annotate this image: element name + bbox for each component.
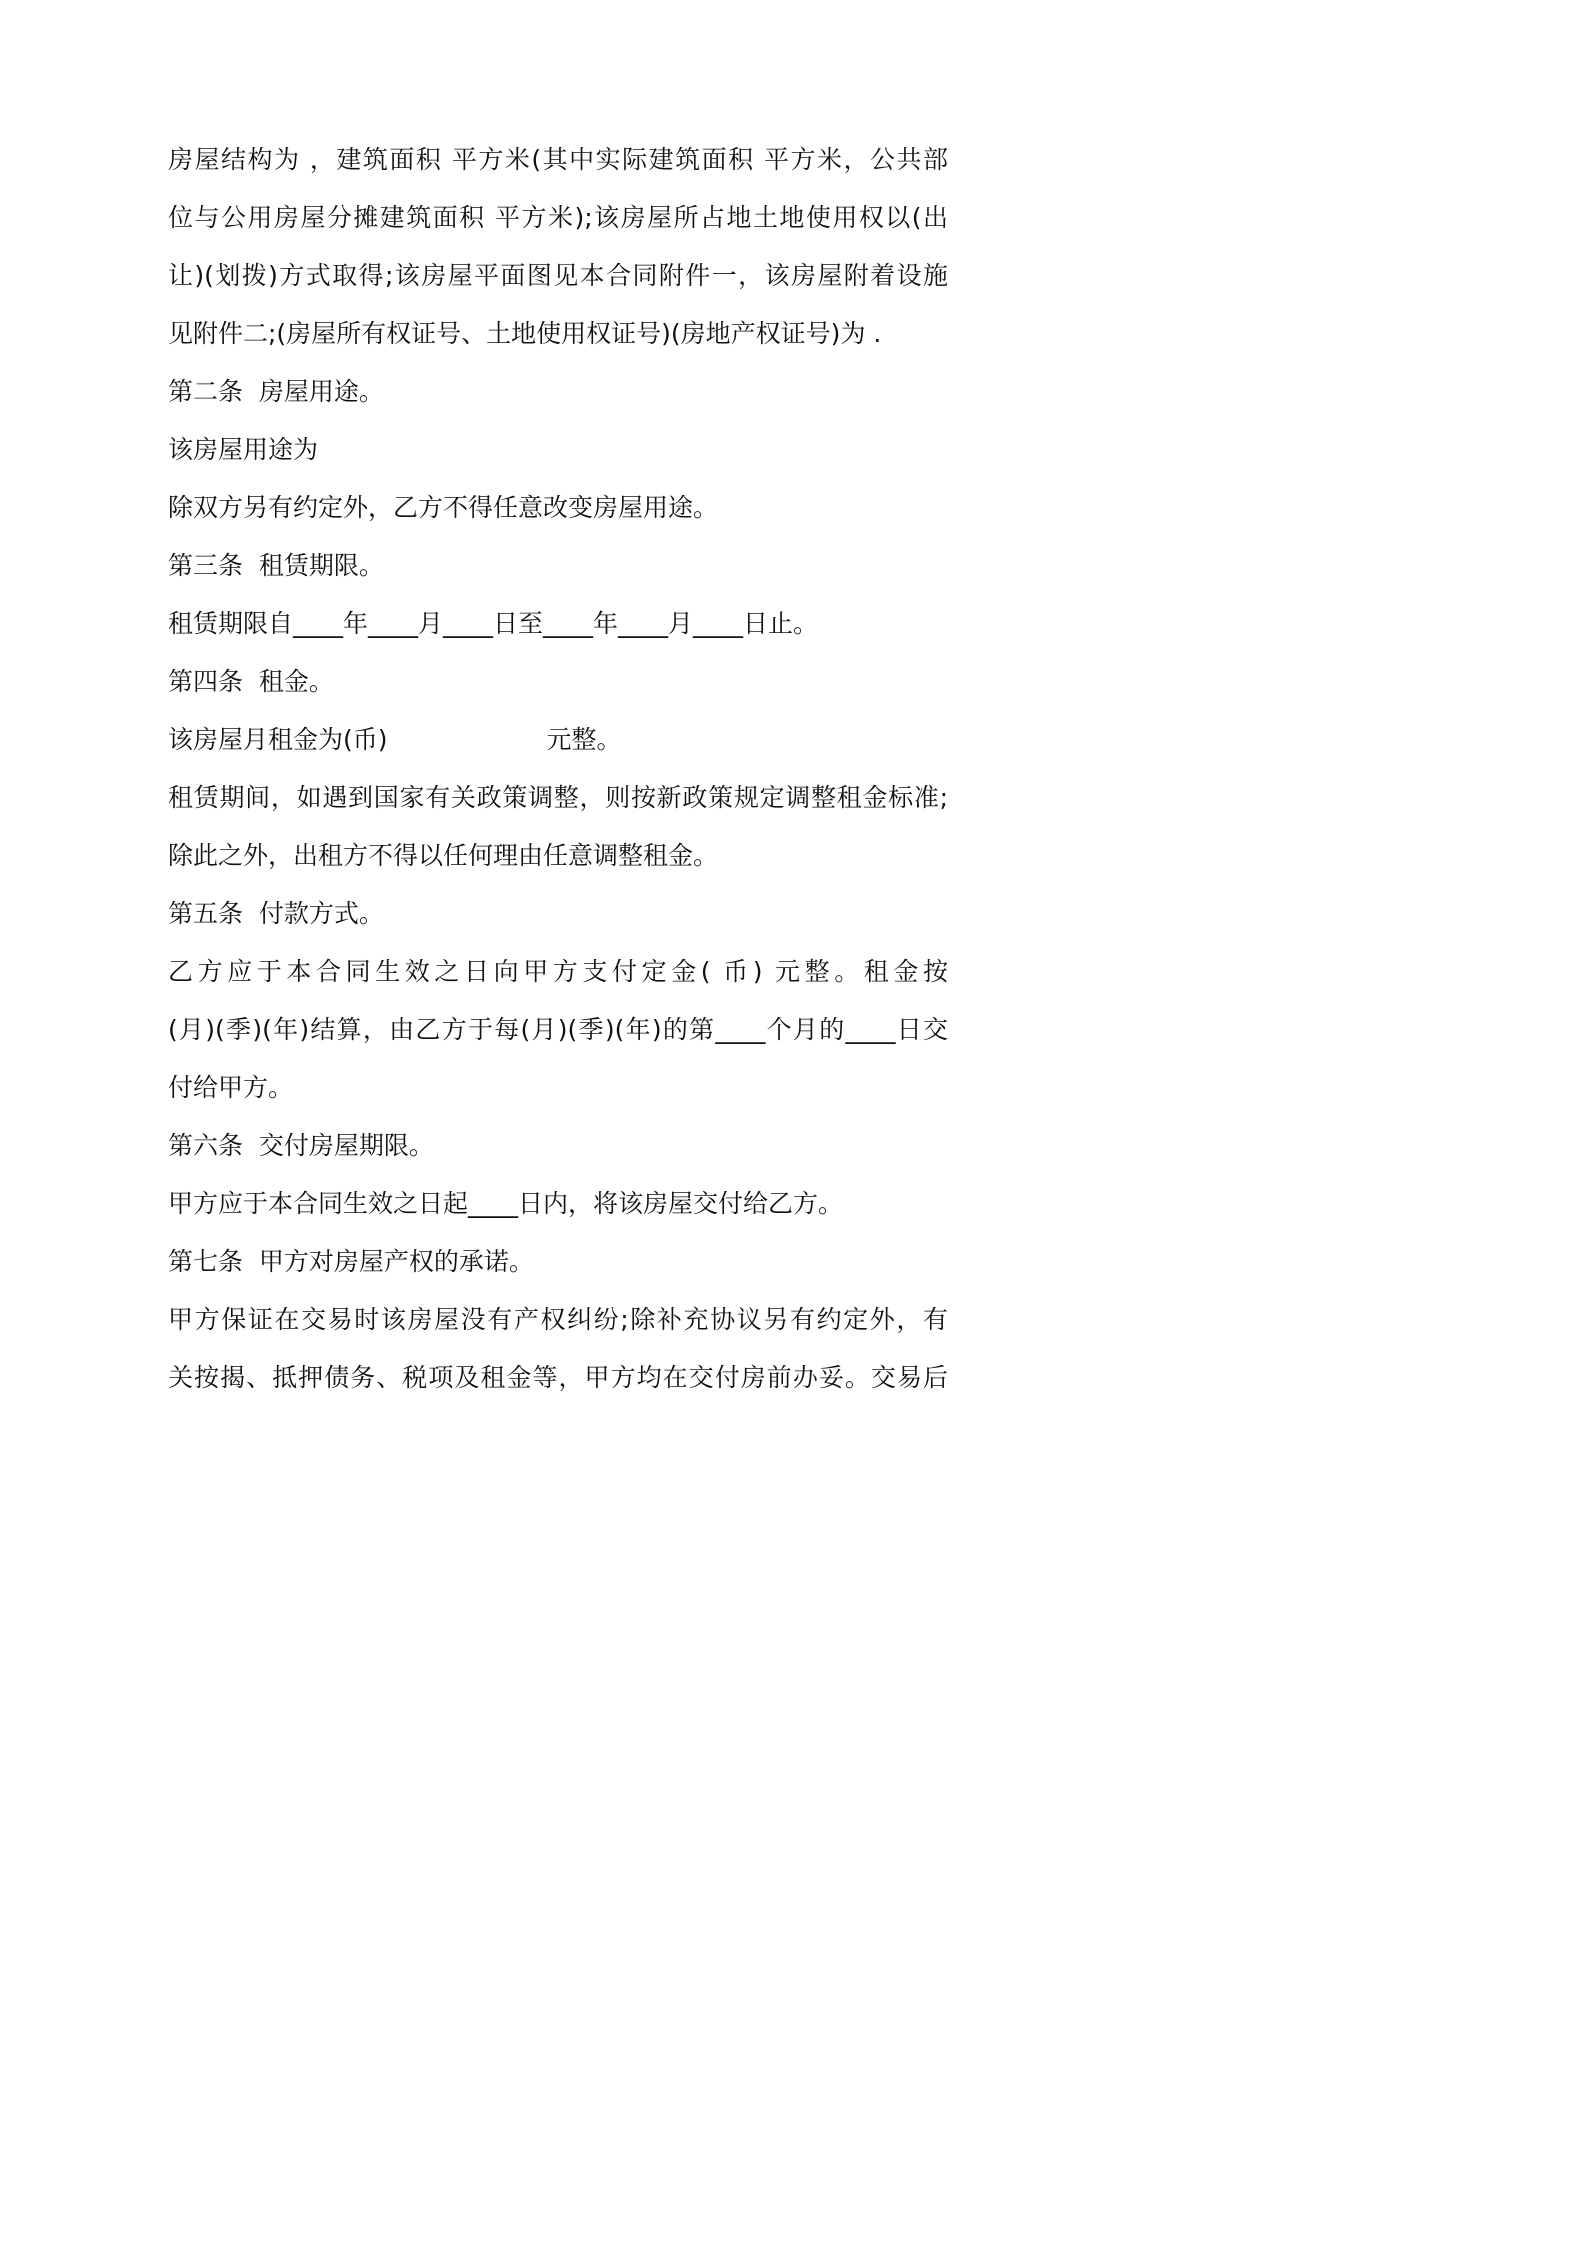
paragraph-line: (月)(季)(年)结算，由乙方于每(月)(季)(年)的第____个月的____日交 — [168, 1015, 948, 1044]
paragraph-line: 租赁期限自____年____月____日至____年____月____日止。 — [168, 609, 819, 638]
article-heading: 第四条 租金。 — [168, 667, 334, 696]
paragraph-line: 甲方应于本合同生效之日起____日内，将该房屋交付给乙方。 — [168, 1189, 844, 1218]
paragraph-line: 租赁期间，如遇到国家有关政策调整，则按新政策规定调整租金标准; — [168, 783, 948, 812]
paragraph-line: 除此之外，出租方不得以任何理由任意调整租金。 — [168, 841, 719, 870]
paragraph-line: 关按揭、抵押债务、税项及租金等，甲方均在交付房前办妥。交易后 — [168, 1363, 948, 1392]
paragraph-line: 该房屋月租金为(币) 元整。 — [168, 725, 622, 754]
paragraph-line: 见附件二;(房屋所有权证号、土地使用权证号)(房地产权证号)为 . — [168, 319, 882, 348]
paragraph-line: 甲方保证在交易时该房屋没有产权纠纷;除补充协议另有约定外，有 — [168, 1305, 948, 1334]
paragraph-line: 付给甲方。 — [168, 1073, 294, 1102]
paragraph-line: 房屋结构为 ，建筑面积 平方米(其中实际建筑面积 平方米，公共部 — [168, 145, 948, 174]
paragraph-line: 让)(划拨)方式取得;该房屋平面图见本合同附件一，该房屋附着设施 — [168, 261, 948, 290]
article-heading: 第三条 租赁期限。 — [168, 551, 384, 580]
article-heading: 第二条 房屋用途。 — [168, 377, 384, 406]
article-heading: 第六条 交付房屋期限。 — [168, 1131, 434, 1160]
article-heading: 第五条 付款方式。 — [168, 899, 384, 928]
paragraph-line: 除双方另有约定外，乙方不得任意改变房屋用途。 — [168, 493, 719, 522]
article-heading: 第七条 甲方对房屋产权的承诺。 — [168, 1247, 534, 1276]
paragraph-line: 乙方应于本合同生效之日向甲方支付定金( 币) 元整。租金按 — [168, 957, 948, 986]
paragraph-line: 位与公用房屋分摊建筑面积 平方米);该房屋所占地土地使用权以(出 — [168, 203, 948, 232]
document-page — [0, 0, 1101, 1558]
paragraph-line: 该房屋用途为 — [168, 435, 319, 464]
